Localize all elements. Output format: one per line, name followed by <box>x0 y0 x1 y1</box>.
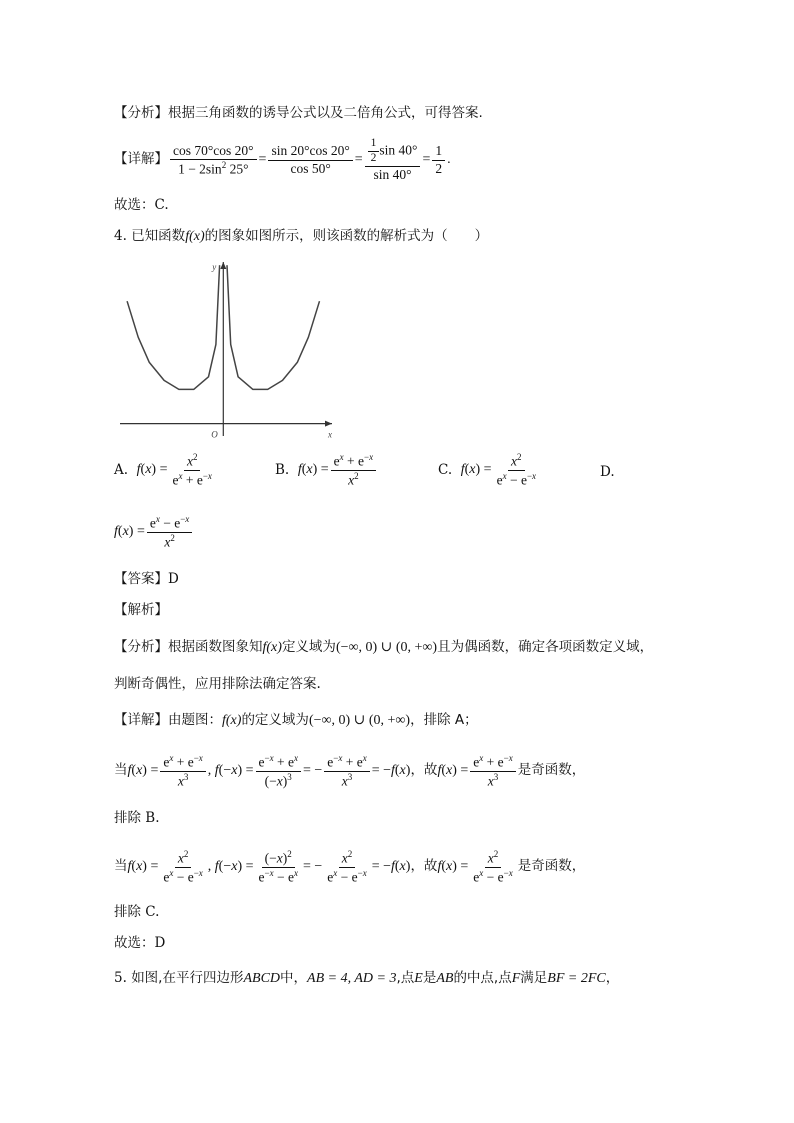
q4-answer-line <box>114 573 179 587</box>
q4-stem-b: 的图象如图所示，则该函数的解析式为（ ） <box>204 228 489 244</box>
q4-detail-line1: 【详解】由题图：f(x)的定义域为(−∞, 0) ∪ (0, +∞)，排除 A； <box>114 712 478 728</box>
curve-branch-2 <box>227 265 320 389</box>
y-axis-label: y <box>212 262 217 272</box>
q3-frac-4: $\frac{1}{2}$ <box>432 143 445 176</box>
option-d-label[interactable]: D. <box>600 464 615 480</box>
q3-frac-3: $\frac{1}{2}$ sin 40° sin 40° <box>365 137 421 183</box>
option-a-label: A. <box>114 462 129 479</box>
option-a[interactable]: A. f(x) = $\frac{x^2}{e^x + e^{-x}}$ <box>114 452 212 488</box>
curve-branch-1 <box>127 265 220 389</box>
function-graph <box>116 258 338 438</box>
option-c-label: C. <box>438 462 453 479</box>
q4-analysis-tag: 【分析】 <box>114 639 168 655</box>
q4-exclude-c: 排除 C. <box>114 904 160 920</box>
q4-analysis-domain: (−∞, 0) ∪ (0, +∞) <box>335 640 438 655</box>
x-axis-label: x <box>328 429 332 438</box>
q4-detail-c-line: 当 f(x) = $\frac{x^2}{e^x - e^{-x}}$ , f(−x) = $\frac{(-x)^2}{e^{-x} - e^x}$ = − $\frac{x^2}{e^x - e^{-x}}$ = −f(x) ，故 f(x) = $\frac{x^2}{e^x - e^{-x}}$ 是奇函数， <box>114 848 586 884</box>
q5-number: 5. <box>114 970 127 986</box>
origin-label: O <box>211 429 218 438</box>
q3-analysis-line <box>114 107 483 121</box>
q3-analysis-text: 根据三角函数的诱导公式以及二倍角公式，可得答案. <box>168 105 483 121</box>
x-axis-arrow <box>325 421 332 427</box>
q4-analysis-line1: 【分析】根据函数图象知f(x)定义域为(−∞, 0) ∪ (0, +∞)且为偶函数，确定各项函数定义域， <box>114 639 654 655</box>
q5-stem: 5. 如图,在平行四边形ABCD中，AB = 4, AD = 3,点E是AB的中点,点F满足BF = 2FC， <box>114 970 620 986</box>
q4-answer-tag: 【答案】 <box>114 571 168 587</box>
option-d-formula[interactable]: f(x) = $\frac{e^x - e^{-x}}{x^2}$ <box>114 514 194 550</box>
q4-choice: 故选：D <box>114 935 166 951</box>
q3-analysis-tag: 【分析】 <box>114 105 168 121</box>
q5-vector-eq: BF = 2FC <box>547 971 606 986</box>
q4-jiexi-tag: 【解析】 <box>114 602 168 618</box>
q4-exclude-b: 排除 B. <box>114 810 160 826</box>
q3-detail-tag: 【详解】 <box>114 151 168 168</box>
q4-stem-a: 已知函数 <box>131 228 186 244</box>
option-c[interactable]: C. f(x) = $\frac{x^2}{e^x - e^{-x}}$ <box>438 452 537 488</box>
q4-number: 4. <box>114 228 127 244</box>
q3-frac-2: $\frac{\sin 20^\circ\cos 20^\circ}{\cos 50^\circ}$ <box>268 143 352 176</box>
q4-detail-b-line: 当 f(x) = $\frac{e^x + e^{-x}}{x^3}$ , f(−x) = $\frac{e^{-x} + e^x}{(-x)^3}$ = − $\frac{e^{-x} + e^x}{x^3}$ = −f(x) ，故 f(x) = $\frac{e^x + e^{-x}}{x^3}$ 是奇函数， <box>114 752 586 788</box>
y-axis-arrow <box>220 262 226 269</box>
q4-answer: D <box>168 571 179 587</box>
option-b-label: B. <box>275 462 290 479</box>
q3-frac-1: $\frac{\cos 70^\circ\cos 20^\circ}{1 - 2\sin^2 25^\circ}$ <box>170 143 257 178</box>
q4-stem-fx: f(x) <box>185 229 205 244</box>
q3-detail-line: 【详解】 $\frac{\cos 70^\circ\cos 20^\circ}{1 - 2\sin^2 25^\circ}$ = $\frac{\sin 20^\circ\cos 20^\circ}{\cos 50^\circ}$ = $\frac{1}{2}$ sin 40° sin 40° = $\frac{1}{2}$ . <box>114 137 451 182</box>
option-b[interactable]: B. f(x) = $\frac{e^x + e^{-x}}{x^2}$ <box>275 452 378 488</box>
q4-detail-tag: 【详解】 <box>114 712 168 728</box>
q4-stem <box>114 230 488 244</box>
q4-detail-domain: (−∞, 0) ∪ (0, +∞) <box>308 713 411 728</box>
q3-choice: 故选：C. <box>114 197 169 213</box>
q4-analysis-line2: 判断奇偶性，应用排除法确定答案. <box>114 676 321 692</box>
